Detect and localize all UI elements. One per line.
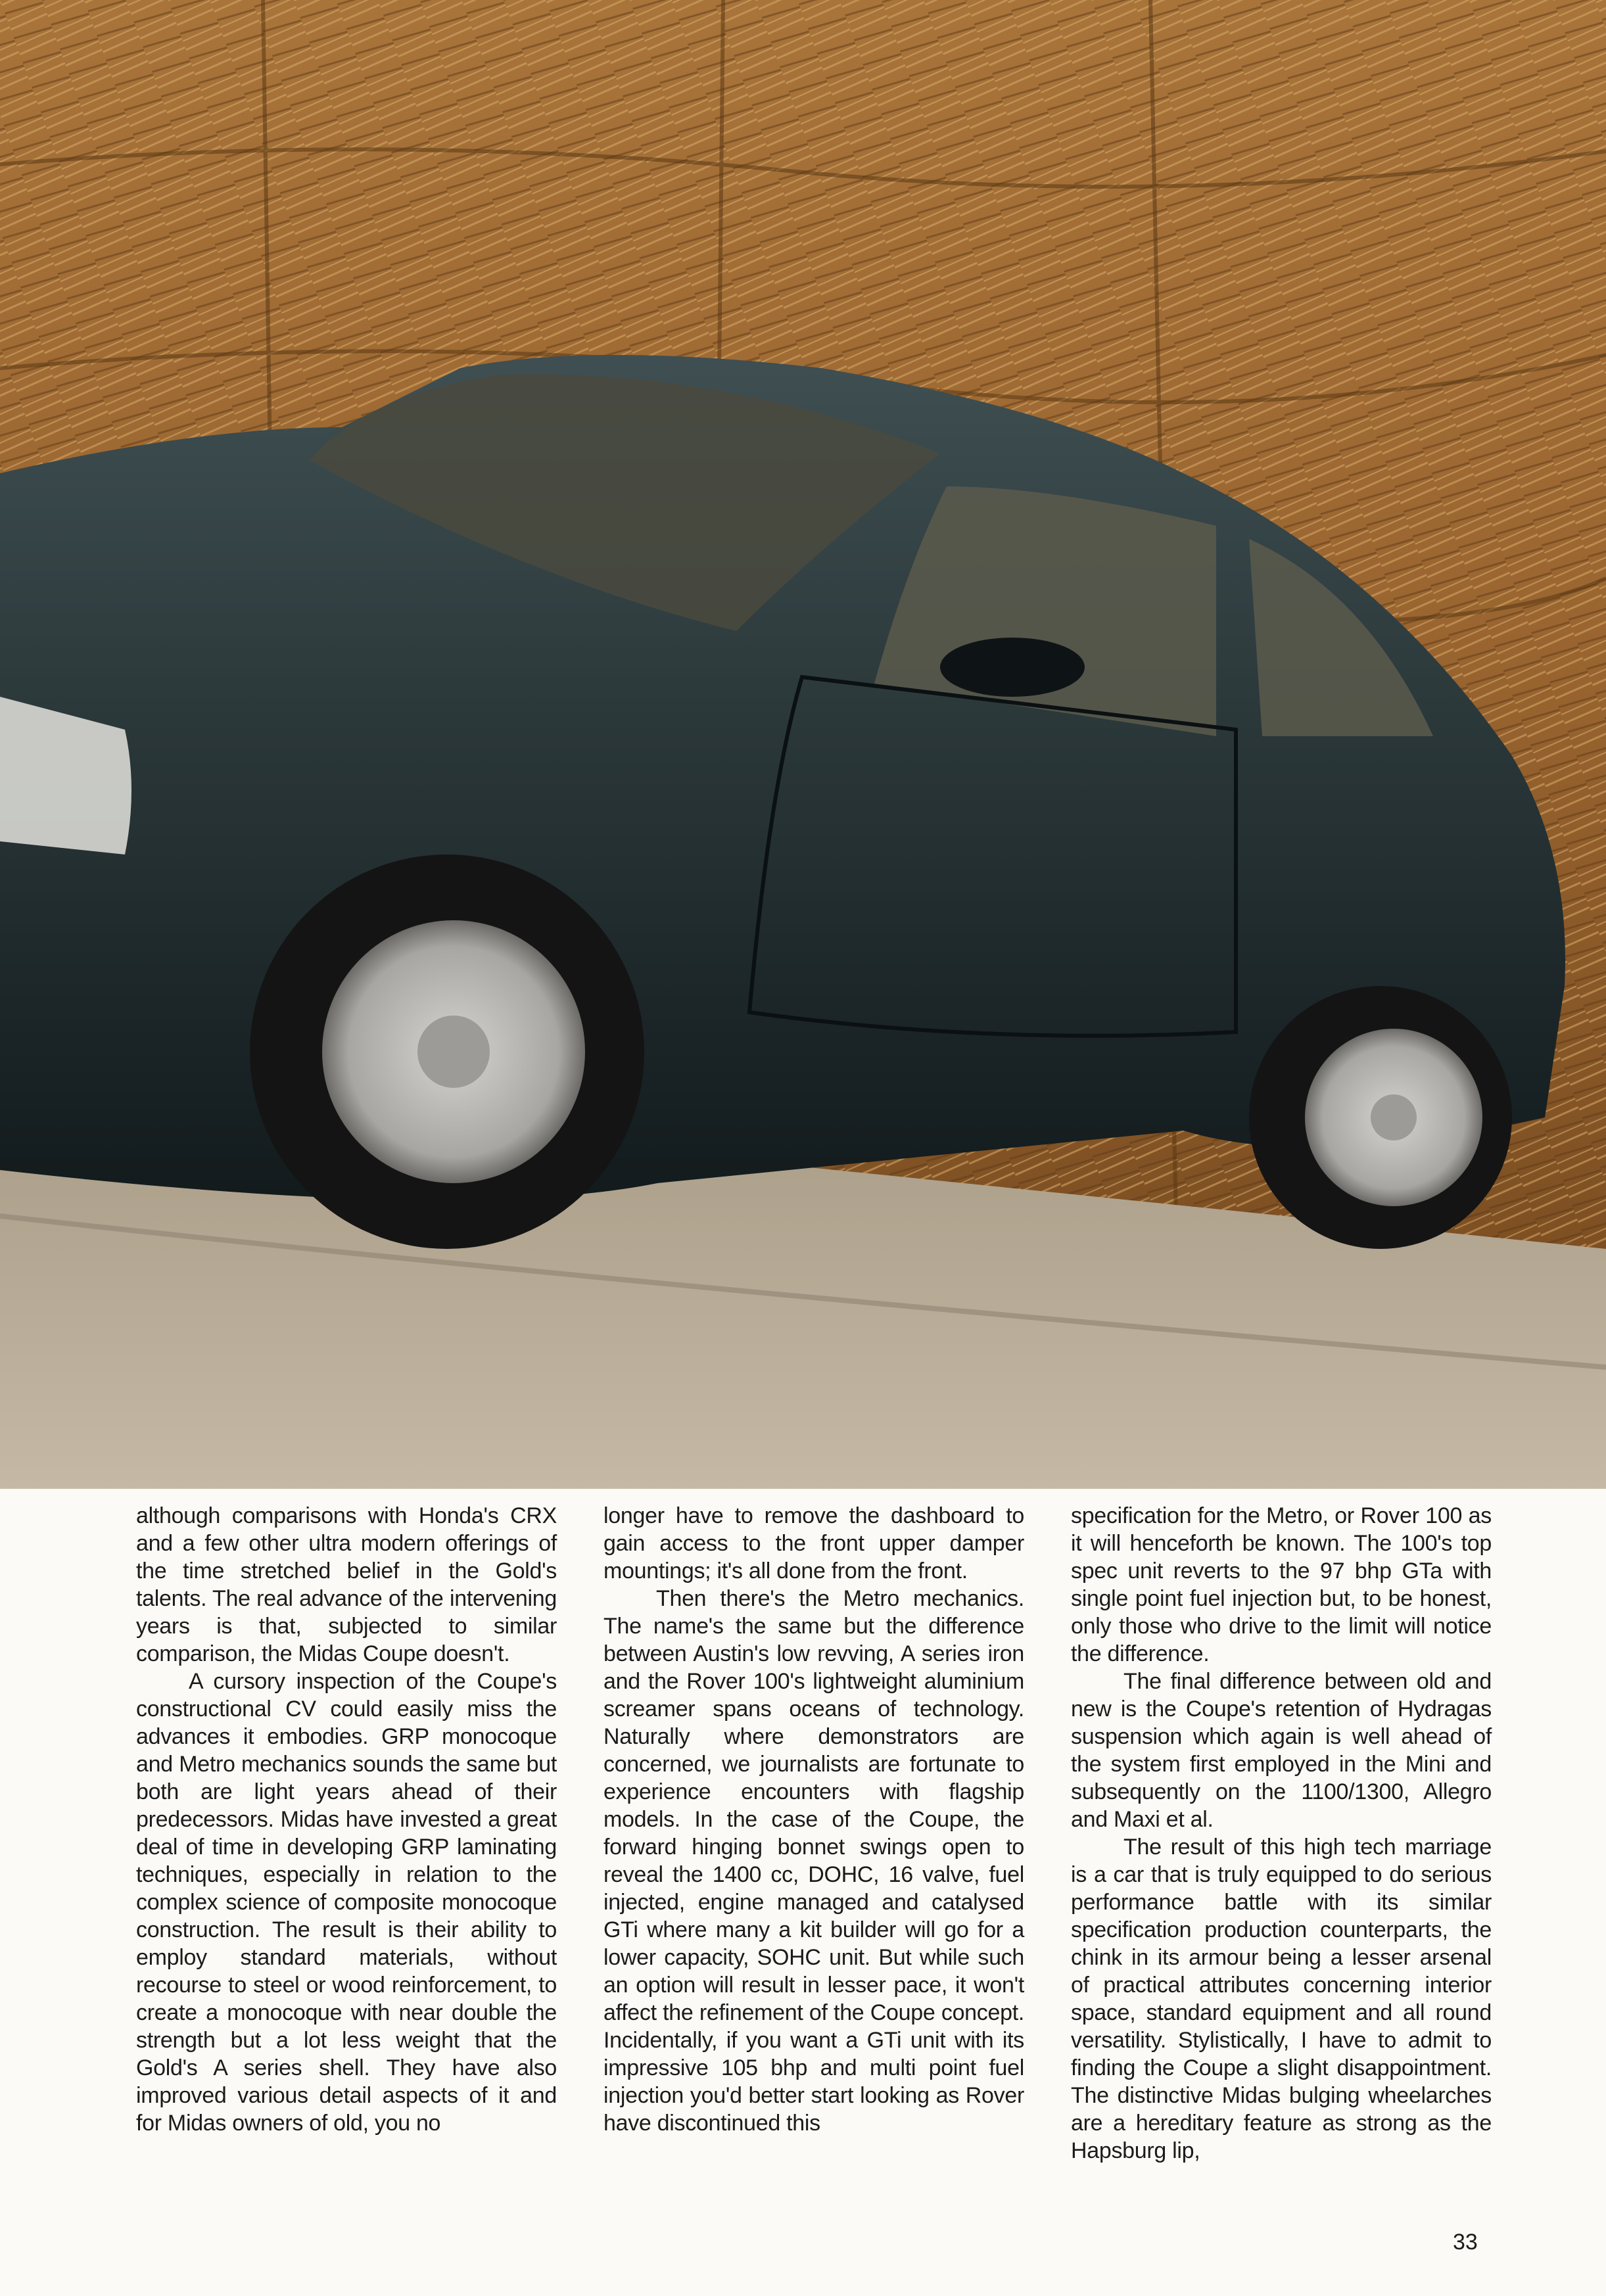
paragraph: A cursory inspection of the Coupe's constructional CV could easily miss the advances it embodies. GRP monocoque and Metro mechanics sounds the same but both are light years ahead of their predecessors. Midas have invested a great deal of time in developing GRP laminating techniques, especially in relation to the complex science of composite monocoque construction. The result is their ability to employ standard materials, without recourse to steel or wood reinforcement, to create a monocoque with near double the strength but a lot less weight that the Gold's A series shell. They have also improved various detail aspects of it and for Midas owners of old, you no: [136, 1669, 557, 2136]
article-body: [0, 1502, 1606, 2163]
paragraph: The result of this high tech marriage is a car that is truly equipped to do serious performance battle with its similar specification production counterparts, the chink in its armour being a lesser arsenal of practical attributes concerning interior space, standard equipment and all round versatility. Stylistically, I have to admit to finding the Coupe a slight disappointment. The distinctive Midas bulging wheelarches are a hereditary feature as strong as the Hapsburg lip,: [1071, 1835, 1492, 2163]
article-column-1: [136, 1502, 557, 2137]
page-number: 33: [1453, 2230, 1478, 2255]
article-column-2: [603, 1502, 1024, 2137]
article-column-3: [1071, 1502, 1492, 2165]
paragraph: The final difference between old and new is the Coupe's retention of Hydragas suspension which again is well ahead of the system first employed in the Mini and subsequently on the 1100/1300, Allegro and Maxi et al.: [1071, 1669, 1492, 1832]
paragraph: although comparisons with Honda's CRX and a few other ultra modern offerings of the time stretched belief in the Gold's talents. The real advance of the intervening years is that, subjected to similar comparison, the Midas Coupe doesn't.: [136, 1503, 557, 1666]
paragraph: Then there's the Metro mechanics. The name's the same but the difference between Austin's low revving, A series iron and the Rover 100's lightweight aluminium screamer spans oceans of technology. Naturally where demonstrators are concerned, we journalists are fortunate to experience encounters with flagship models. In the case of the Coupe, the forward hinging bonnet swings open to reveal the 1400 cc, DOHC, 16 valve, fuel injected, engine managed and catalysed GTi where many a kit builder will go for a lower capacity, SOHC unit. But while such an option will result in lesser pace, it won't affect the refinement of the Coupe concept. Incidentally, if you want a GTi unit with its impressive 105 bhp and multi point fuel injection you'd better start looking as Rover have discontinued this: [603, 1586, 1024, 2136]
paragraph: longer have to remove the dashboard to gain access to the front upper damper mountings; it's all done from the front.: [603, 1503, 1024, 1583]
paragraph: specification for the Metro, or Rover 100 as it will henceforth be known. The 100's top spec unit reverts to the 97 bhp GTa with single point fuel injection but, to be honest, only those who drive to the limit will notice the difference.: [1071, 1503, 1492, 1666]
